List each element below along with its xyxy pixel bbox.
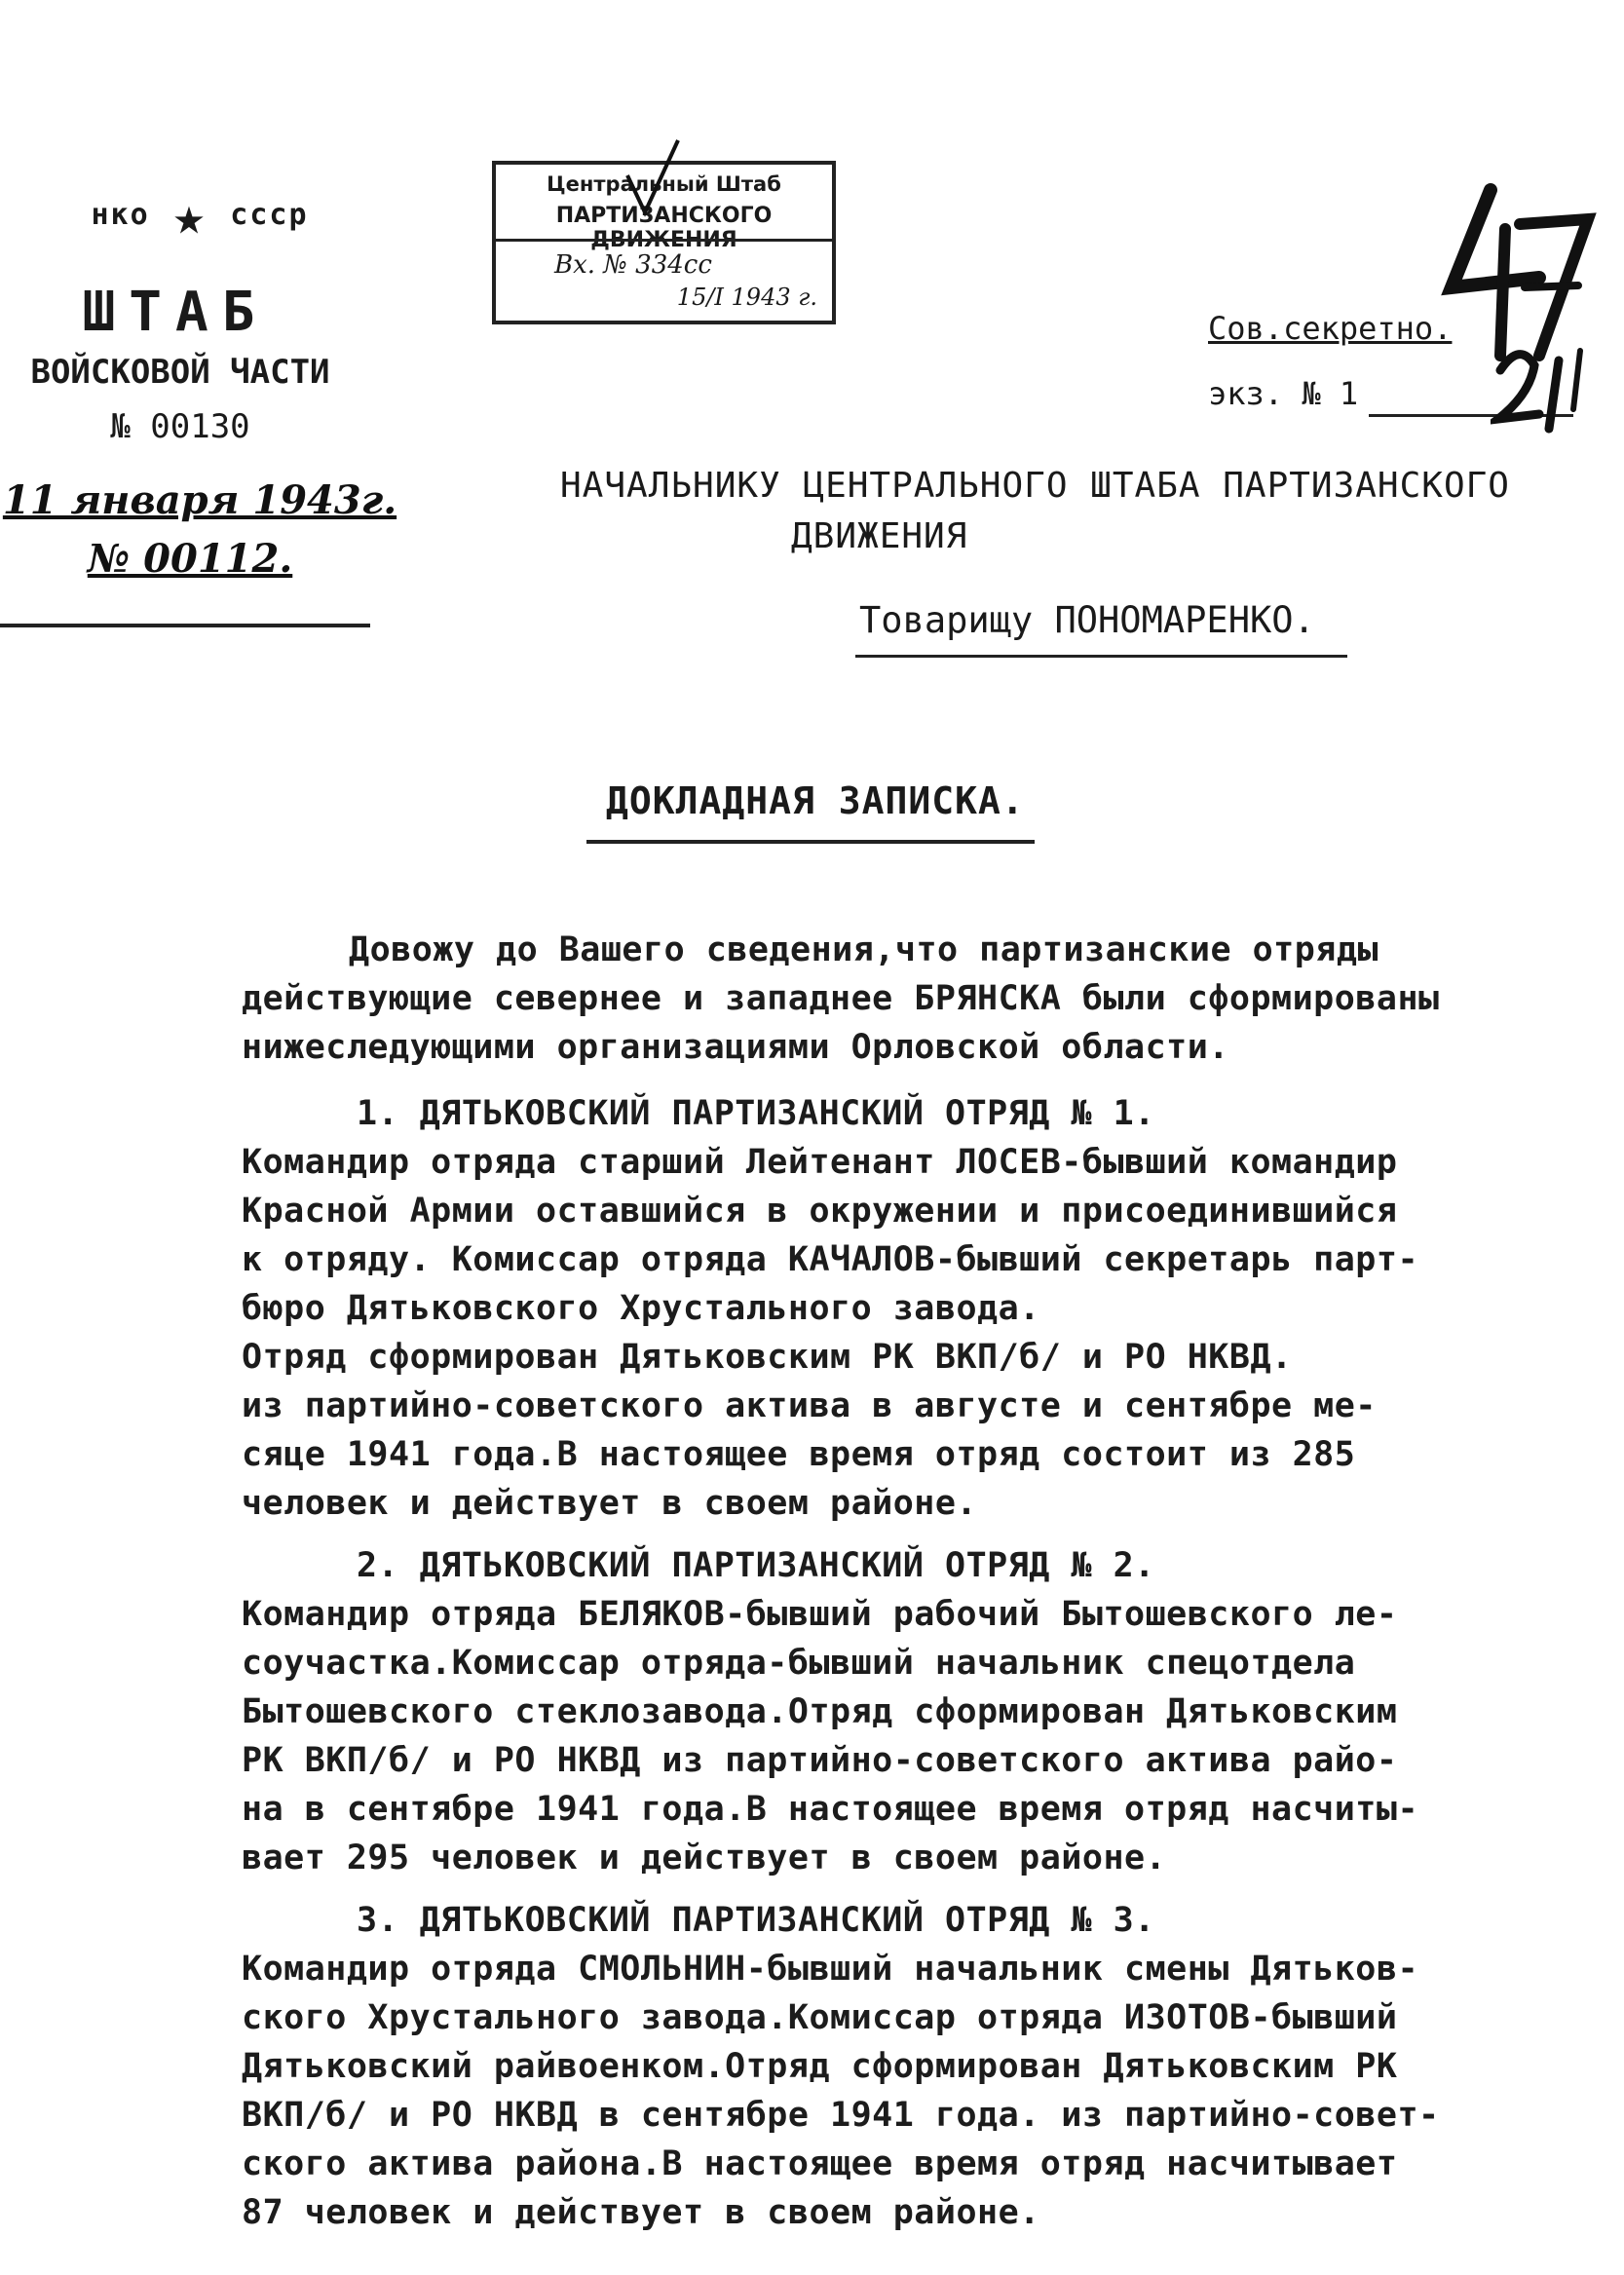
title-underline	[586, 840, 1035, 844]
stamp-incoming-number: Вх. № 334сс	[554, 250, 712, 280]
document-title: ДОКЛАДНАЯ ЗАПИСКА.	[606, 779, 1025, 822]
stamp-rule	[496, 239, 832, 242]
copy-number: экз. № 1	[1208, 375, 1359, 412]
document-body	[242, 926, 1547, 2237]
addressee-name: Товарищу ПОНОМАРЕНКО.	[859, 599, 1315, 641]
addressee-line-2: ДВИЖЕНИЯ	[791, 516, 968, 556]
stamp-date: 15/I 1943 г.	[676, 284, 817, 311]
letterhead-top-line	[68, 185, 331, 246]
star-icon: ★	[172, 185, 208, 246]
intro-paragraph: Довожу до Вашего сведения,что партизанские отряды действующие севернее и западнее БРЯНСКА были сформированы нижеследующими организациями Орловской области.	[242, 930, 1440, 1067]
section-2-heading: 2. ДЯТЬКОВСКИЙ ПАРТИЗАНСКИЙ ОТРЯД № 2.	[357, 1546, 1155, 1585]
letterhead-number: № 00130	[110, 407, 250, 446]
classification: Сов.секретно.	[1208, 310, 1453, 347]
letterhead-right-text: ссср	[230, 198, 309, 232]
check-mark-icon	[623, 136, 682, 224]
letterhead-date: 11 января 1943г.	[2, 477, 397, 523]
addressee-underline	[855, 655, 1347, 658]
section-1-heading: 1. ДЯТЬКОВСКИЙ ПАРТИЗАНСКИЙ ОТРЯД № 1.	[357, 1094, 1155, 1133]
letterhead-unit: ВОЙСКОВОЙ ЧАСТИ	[30, 353, 330, 392]
page-number-handwritten	[1432, 171, 1598, 365]
stamp-line-1: Центральный Штаб	[547, 172, 781, 196]
section-1-text: Командир отряда старший Лейтенант ЛОСЕВ-бывший командир Красной Армии оставшийся в окружении и присоединившийся к отряду. Комиссар отряда КАЧАЛОВ-бывший секретарь парт- бюро Дятьковского Хрустального завода. Отряд сформирован Дятьковским РК ВКП/б/ и РО НКВД. из партийно-советского актива в августе и сентябре ме- сяце 1941 года.В настоящее время отряд состоит из 285 человек и действует в своем районе.	[242, 1143, 1419, 1523]
letterhead-reg-number: № 00112.	[87, 536, 293, 582]
letterhead-title: ШТАБ	[82, 281, 269, 344]
section-3-heading: 3. ДЯТЬКОВСКИЙ ПАРТИЗАНСКИЙ ОТРЯД № 3.	[357, 1901, 1155, 1940]
copy-number-handwritten	[1491, 341, 1598, 438]
letterhead-divider	[0, 624, 370, 627]
section-2-text: Командир отряда БЕЛЯКОВ-бывший рабочий Бытошевского ле- соучастка.Комиссар отряда-бывший начальник спецотдела Бытошевского стеклозавода.Отряд сформирован Дятьковским РК ВКП/б/ и РО НКВД из партийно-советского актива райо- на в сентябре 1941 года.В настоящее время отряд насчиты- вает 295 человек и действует в своем районе.	[242, 1595, 1419, 1877]
letterhead-left-text: нко	[91, 198, 150, 232]
section-3-text: Командир отряда СМОЛЬНИН-бывший начальник смены Дятьков- ского Хрустального завода.Комиссар отряда ИЗОТОВ-бывший Дятьковский райвоенком.Отряд сформирован Дятьковским РК ВКП/б/ и РО НКВД в сентябре 1941 года. из партийно-совет- ского актива района.В настоящее время отряд насчитывает 87 человек и действует в своем районе.	[242, 1950, 1440, 2232]
addressee-line-1: НАЧАЛЬНИКУ ЦЕНТРАЛЬНОГО ШТАБА ПАРТИЗАНСКОГО	[560, 466, 1510, 506]
stamp-line-2: ПАРТИЗАНСКОГО ДВИЖЕНИЯ	[555, 204, 773, 252]
